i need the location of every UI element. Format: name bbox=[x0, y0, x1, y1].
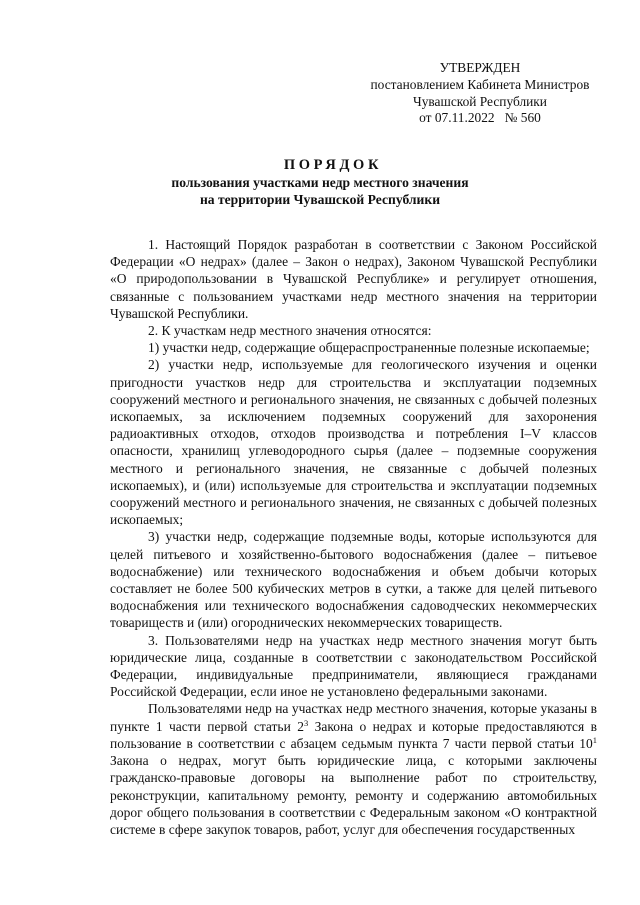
superscript-index: 3 bbox=[303, 717, 309, 728]
paragraph-list-item-1: 1) участки недр, содержащие общераспространенные полезные ископаемые; bbox=[148, 340, 590, 356]
superscript-index: 1 bbox=[592, 734, 597, 745]
paragraph-3: 3. Пользователями недр на участках недр местного значения могут быть юридические лица, созданные в соответствии с законодательством Российской Федерации, индивидуальные предприниматели, являющиеся гражданами Российской Федерации, если иное не установлено федеральными законами. bbox=[110, 632, 597, 700]
document-body bbox=[110, 236, 597, 838]
paragraph-1: 1. Настоящий Порядок разработан в соответствии с Законом Российской Федерации «О недрах» (далее – Закон о недрах), Законом Чувашской Республики «О природопользовании в Чувашской Республике» и регулирует отношения, связанные с пользованием участками недр местного значения на территории Чувашской Республики. bbox=[110, 237, 597, 321]
approval-authority: постановлением Кабинета Министров bbox=[370, 76, 590, 92]
approval-heading: УТВЕРЖДЕН bbox=[439, 60, 521, 75]
paragraph-2: 2. К участкам недр местного значения относятся: bbox=[148, 323, 432, 339]
paragraph-list-item-2: 2) участки недр, используемые для геологического изучения и оценки пригодности участков недр для строительства и эксплуатации подземных сооружений местного и регионального значения, не связанных с добычей полезных ископаемых, за исключением подземных сооружений для захоронения радиоактивных отходов, отходов производства и потребления I–V классов опасности, хранилищ углеводородного сырья (далее – подземные сооружения местного и регионального значения, не связанные с добычей полезных ископаемых), и (или) используемые для строительства и эксплуатации подземных сооружений местного и регионального значения, не связанных с добычей полезных ископаемых; bbox=[110, 357, 597, 528]
paragraph-text-segment: Закона о недрах, могут быть юридические лица, с которыми заключены гражданско-правовые договоры на выполнение работ по строительству, реконструкции, капитальному ремонту, ремонту и содержанию автомобильных дорог общего пользования в соответствии с Федеральным законом «О контрактной системе в сфере закупок товаров, работ, услуг для обеспечения государственных bbox=[110, 753, 597, 837]
document-title bbox=[0, 156, 640, 208]
title-subtitle-line2: на территории Чувашской Республики bbox=[199, 191, 441, 207]
title-subtitle-line1: пользования участками недр местного значения bbox=[171, 175, 469, 190]
approval-stamp bbox=[340, 60, 620, 127]
paragraph-list-item-3: 3) участки недр, содержащие подземные воды, которые используются для целей питьевого и хозяйственно-бытового водоснабжения (далее – питьевое водоснабжение) или технического водоснабжения и объем добычи которых составляет не более 500 кубических метров в сутки, а также для целей питьевого водоснабжения или технического водоснабжения садоводческих некоммерческих товариществ и (или) огороднических некоммерческих товариществ. bbox=[110, 529, 597, 631]
approval-date-number: от 07.11.2022 № 560 bbox=[419, 110, 541, 126]
paragraph-text-segment: Закона о недрах и которые предоставляются в пользование в соответствии с абзацем седьмым пункта 7 части первой статьи 10 bbox=[110, 718, 597, 751]
approval-region: Чувашской Республики bbox=[413, 93, 547, 109]
paragraph-3-continuation bbox=[110, 700, 597, 838]
paragraph-text-segment: Пользователями недр на участках недр местного значения, которые указаны в пункте 1 части первой статьи 2 bbox=[110, 701, 597, 734]
title-heading: ПОРЯДОК bbox=[283, 157, 383, 173]
